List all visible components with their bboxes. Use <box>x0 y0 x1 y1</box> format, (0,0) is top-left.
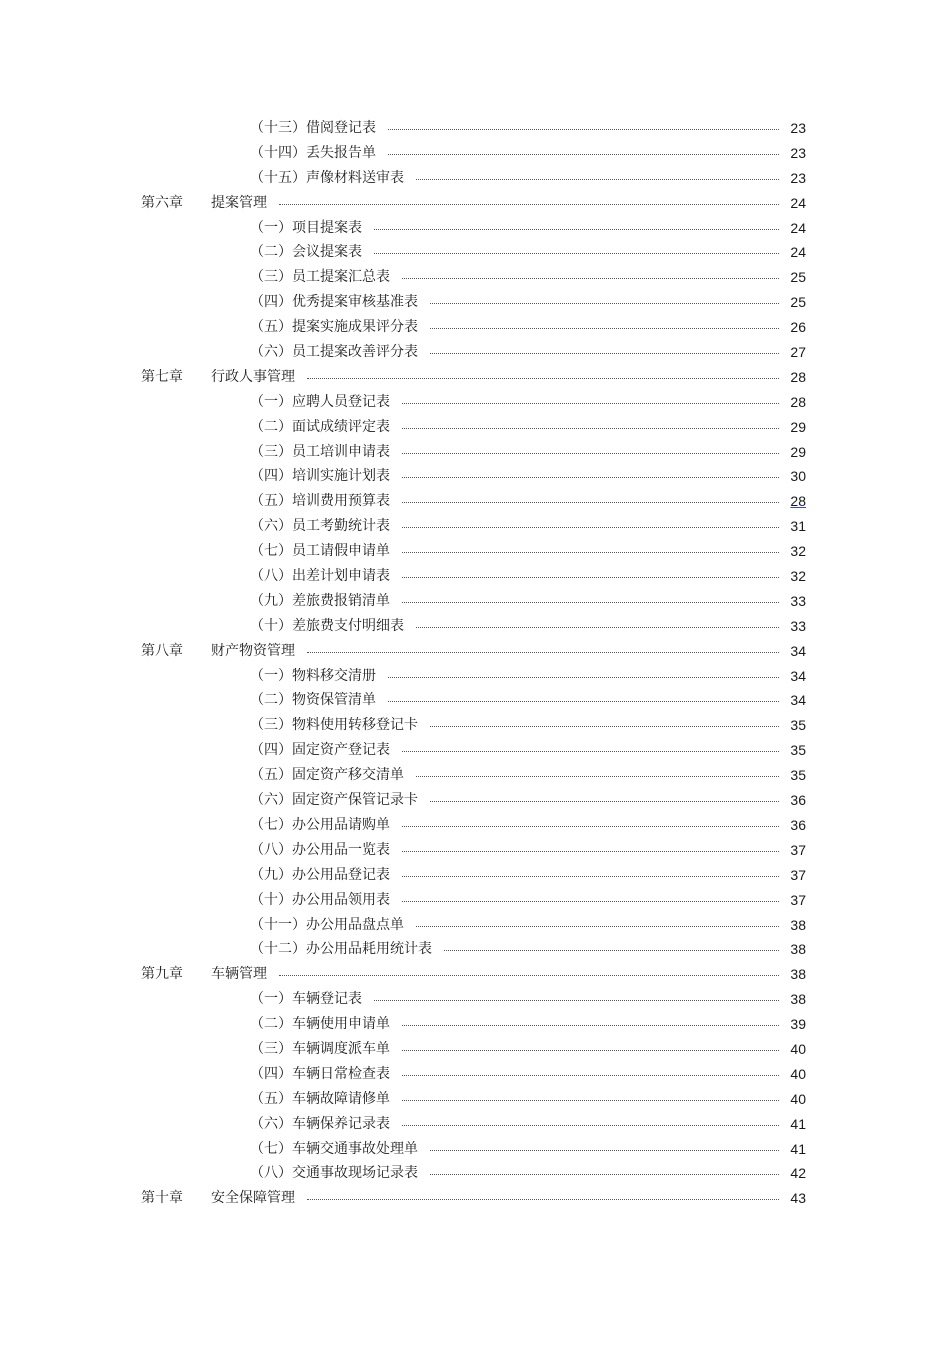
toc-dot-leader <box>402 1023 779 1026</box>
toc-dot-leader <box>430 351 779 354</box>
toc-dot-leader <box>279 973 779 976</box>
toc-entry-title: （一）应聘人员登记表 <box>250 393 390 410</box>
toc-dot-leader <box>402 550 779 553</box>
toc-entry-title: （五）提案实施成果评分表 <box>250 319 418 336</box>
toc-dot-leader <box>402 575 779 578</box>
toc-dot-leader <box>388 699 779 702</box>
toc-page-number: 28 <box>790 393 806 410</box>
toc-entry[interactable] <box>0 166 950 191</box>
toc-dot-leader <box>388 152 779 155</box>
toc-page-number: 23 <box>790 169 806 186</box>
toc-dot-leader <box>402 899 779 902</box>
toc-entry[interactable] <box>0 813 950 838</box>
toc-entry-title: （九）差旅费报销清单 <box>250 592 390 609</box>
toc-page-number: 37 <box>790 891 806 908</box>
toc-entry-title: （五）车辆故障请修单 <box>250 1090 390 1107</box>
toc-entry-title: （七）员工请假申请单 <box>250 543 390 560</box>
toc-entry-title: （十四）丢失报告单 <box>250 144 376 161</box>
toc-entry-title: 行政人事管理 <box>211 368 295 385</box>
toc-page-number: 36 <box>790 816 806 833</box>
toc-dot-leader <box>402 824 779 827</box>
toc-entry[interactable] <box>0 440 950 465</box>
toc-page-number: 29 <box>790 418 806 435</box>
toc-entry[interactable] <box>0 1062 950 1087</box>
toc-entry-title: （六）员工提案改善评分表 <box>250 344 418 361</box>
toc-dot-leader <box>416 177 779 180</box>
toc-entry-title: 安全保障管理 <box>211 1190 295 1207</box>
toc-entry-title: （四）固定资产登记表 <box>250 742 390 759</box>
toc-page-number: 43 <box>790 1190 806 1207</box>
toc-entry[interactable] <box>0 838 950 863</box>
toc-page-number: 38 <box>790 916 806 933</box>
toc-entry-title: （二）车辆使用申请单 <box>250 1016 390 1033</box>
toc-entry[interactable] <box>0 539 950 564</box>
toc-entry[interactable] <box>0 1087 950 1112</box>
toc-page-number: 30 <box>790 468 806 485</box>
toc-dot-leader <box>307 650 779 653</box>
table-of-contents <box>0 116 950 1211</box>
toc-entry[interactable] <box>0 987 950 1012</box>
toc-entry[interactable] <box>0 614 950 639</box>
toc-dot-leader <box>430 326 779 329</box>
toc-entry[interactable] <box>0 664 950 689</box>
toc-page-number: 27 <box>790 344 806 361</box>
toc-dot-leader <box>430 1148 779 1151</box>
toc-page-number: 23 <box>790 144 806 161</box>
toc-entry-title: （十一）办公用品盘点单 <box>250 916 404 933</box>
toc-entry-title: （四）培训实施计划表 <box>250 468 390 485</box>
toc-entry-title: （一）项目提案表 <box>250 219 362 236</box>
toc-entry-title: （三）物料使用转移登记卡 <box>250 717 418 734</box>
toc-dot-leader <box>402 1123 779 1126</box>
toc-entry-title: （五）固定资产移交清单 <box>250 767 404 784</box>
toc-entry[interactable] <box>0 1112 950 1137</box>
toc-page-number: 38 <box>790 966 806 983</box>
toc-page-number: 41 <box>790 1140 806 1157</box>
toc-page-number: 33 <box>790 617 806 634</box>
toc-entry-title: （二）会议提案表 <box>250 244 362 261</box>
toc-entry[interactable] <box>0 1137 950 1162</box>
toc-page-number: 24 <box>790 244 806 261</box>
toc-page-number: 24 <box>790 219 806 236</box>
toc-chapter-number: 第六章 <box>141 194 183 211</box>
toc-chapter-entry[interactable] <box>0 191 950 216</box>
toc-entry[interactable] <box>0 390 950 415</box>
toc-entry-title: （八）出差计划申请表 <box>250 568 390 585</box>
toc-page-number: 32 <box>790 543 806 560</box>
toc-page-number: 36 <box>790 792 806 809</box>
toc-page-number: 37 <box>790 841 806 858</box>
toc-dot-leader <box>402 451 779 454</box>
toc-dot-leader <box>307 1197 779 1200</box>
toc-page-number: 28 <box>790 368 806 385</box>
toc-page-number: 40 <box>790 1090 806 1107</box>
toc-entry-title: （四）优秀提案审核基准表 <box>250 294 418 311</box>
toc-dot-leader <box>279 202 779 205</box>
toc-entry[interactable] <box>0 141 950 166</box>
toc-entry[interactable] <box>0 713 950 738</box>
toc-entry-title: （三）员工提案汇总表 <box>250 269 390 286</box>
toc-dot-leader <box>307 376 779 379</box>
toc-entry[interactable] <box>0 116 950 141</box>
toc-entry-title: （十五）声像材料送审表 <box>250 169 404 186</box>
toc-entry[interactable] <box>0 888 950 913</box>
toc-entry[interactable] <box>0 688 950 713</box>
toc-page-number: 25 <box>790 269 806 286</box>
toc-entry-title: （十）差旅费支付明细表 <box>250 617 404 634</box>
toc-entry-title: （十三）借阅登记表 <box>250 120 376 136</box>
toc-entry-title: （一）车辆登记表 <box>250 991 362 1008</box>
toc-dot-leader <box>430 799 779 802</box>
toc-dot-leader <box>402 849 779 852</box>
toc-dot-leader <box>430 301 779 304</box>
toc-dot-leader <box>430 724 779 727</box>
toc-entry-title: （六）固定资产保管记录卡 <box>250 792 418 809</box>
toc-dot-leader <box>416 774 779 777</box>
toc-entry[interactable] <box>0 738 950 763</box>
toc-chapter-number: 第十章 <box>141 1190 183 1207</box>
toc-page-number: 34 <box>790 642 806 659</box>
toc-entry[interactable] <box>0 290 950 315</box>
toc-entry[interactable] <box>0 489 950 514</box>
toc-entry-title: （八）交通事故现场记录表 <box>250 1165 418 1182</box>
toc-page-number: 31 <box>790 518 806 535</box>
toc-entry[interactable] <box>0 315 950 340</box>
toc-page-number: 38 <box>790 941 806 958</box>
toc-entry[interactable] <box>0 763 950 788</box>
toc-page-number: 37 <box>790 866 806 883</box>
toc-entry-title: 车辆管理 <box>211 966 267 983</box>
toc-entry-title: （一）物料移交清册 <box>250 667 376 684</box>
toc-entry[interactable] <box>0 589 950 614</box>
toc-entry-title: （二）面试成绩评定表 <box>250 418 390 435</box>
toc-page-number: 23 <box>790 120 806 136</box>
toc-page-number: 26 <box>790 319 806 336</box>
toc-dot-leader <box>416 625 779 628</box>
toc-entry[interactable] <box>0 564 950 589</box>
toc-entry-title: （七）办公用品请购单 <box>250 816 390 833</box>
toc-dot-leader <box>402 426 779 429</box>
toc-entry[interactable] <box>0 937 950 962</box>
toc-entry-title: （七）车辆交通事故处理单 <box>250 1140 418 1157</box>
toc-chapter-entry[interactable] <box>0 639 950 664</box>
toc-dot-leader <box>402 475 779 478</box>
toc-dot-leader <box>374 227 779 230</box>
toc-dot-leader <box>402 1073 779 1076</box>
toc-chapter-number: 第九章 <box>141 966 183 983</box>
toc-page-number: 40 <box>790 1040 806 1057</box>
toc-entry[interactable] <box>0 1012 950 1037</box>
toc-page-number: 38 <box>790 991 806 1008</box>
toc-entry-title: （六）车辆保养记录表 <box>250 1115 390 1132</box>
toc-entry[interactable] <box>0 464 950 489</box>
toc-entry[interactable] <box>0 216 950 241</box>
toc-entry-title: （二）物资保管清单 <box>250 692 376 709</box>
toc-entry[interactable] <box>0 1161 950 1186</box>
toc-entry-title: （九）办公用品登记表 <box>250 866 390 883</box>
toc-dot-leader <box>402 525 779 528</box>
toc-dot-leader <box>402 749 779 752</box>
toc-page-number: 28 <box>790 493 806 510</box>
toc-chapter-entry[interactable] <box>0 962 950 987</box>
toc-page-number: 41 <box>790 1115 806 1132</box>
toc-page-number: 34 <box>790 667 806 684</box>
toc-entry-title: 提案管理 <box>211 194 267 211</box>
toc-chapter-number: 第七章 <box>141 368 183 385</box>
toc-page-number: 40 <box>790 1065 806 1082</box>
toc-dot-leader <box>402 500 779 503</box>
toc-entry[interactable] <box>0 514 950 539</box>
toc-page-number: 35 <box>790 717 806 734</box>
toc-page-number: 24 <box>790 194 806 211</box>
toc-entry-title: （八）办公用品一览表 <box>250 841 390 858</box>
toc-entry-title: 财产物资管理 <box>211 642 295 659</box>
toc-entry-title: （十）办公用品领用表 <box>250 891 390 908</box>
toc-dot-leader <box>444 948 779 951</box>
toc-entry-title: （四）车辆日常检查表 <box>250 1065 390 1082</box>
toc-dot-leader <box>374 251 779 254</box>
toc-entry[interactable] <box>0 913 950 938</box>
toc-entry-title: （三）员工培训申请表 <box>250 443 390 460</box>
toc-page-number: 34 <box>790 692 806 709</box>
toc-entry-title: （五）培训费用预算表 <box>250 493 390 510</box>
toc-dot-leader <box>388 127 779 130</box>
toc-entry[interactable] <box>0 863 950 888</box>
toc-page-number: 42 <box>790 1165 806 1182</box>
toc-chapter-entry[interactable] <box>0 365 950 390</box>
toc-dot-leader <box>402 874 779 877</box>
toc-entry[interactable] <box>0 415 950 440</box>
toc-page-number: 29 <box>790 443 806 460</box>
toc-dot-leader <box>430 1172 779 1175</box>
toc-dot-leader <box>402 1098 779 1101</box>
toc-dot-leader <box>374 998 779 1001</box>
toc-entry[interactable] <box>0 340 950 365</box>
toc-dot-leader <box>416 924 779 927</box>
toc-entry-title: （三）车辆调度派车单 <box>250 1040 390 1057</box>
toc-entry[interactable] <box>0 788 950 813</box>
toc-chapter-entry[interactable] <box>0 1186 950 1211</box>
toc-dot-leader <box>388 675 779 678</box>
toc-dot-leader <box>402 401 779 404</box>
toc-page-number: 35 <box>790 767 806 784</box>
toc-dot-leader <box>402 1048 779 1051</box>
toc-entry[interactable] <box>0 1037 950 1062</box>
toc-dot-leader <box>402 600 779 603</box>
toc-page-number: 39 <box>790 1016 806 1033</box>
toc-entry-title: （六）员工考勤统计表 <box>250 518 390 535</box>
toc-entry[interactable] <box>0 265 950 290</box>
toc-page-number: 33 <box>790 592 806 609</box>
toc-entry[interactable] <box>0 240 950 265</box>
toc-entry-title: （十二）办公用品耗用统计表 <box>250 941 432 958</box>
toc-chapter-number: 第八章 <box>141 642 183 659</box>
toc-page-number: 35 <box>790 742 806 759</box>
toc-page-number: 25 <box>790 294 806 311</box>
toc-page-number: 32 <box>790 568 806 585</box>
toc-dot-leader <box>402 276 779 279</box>
